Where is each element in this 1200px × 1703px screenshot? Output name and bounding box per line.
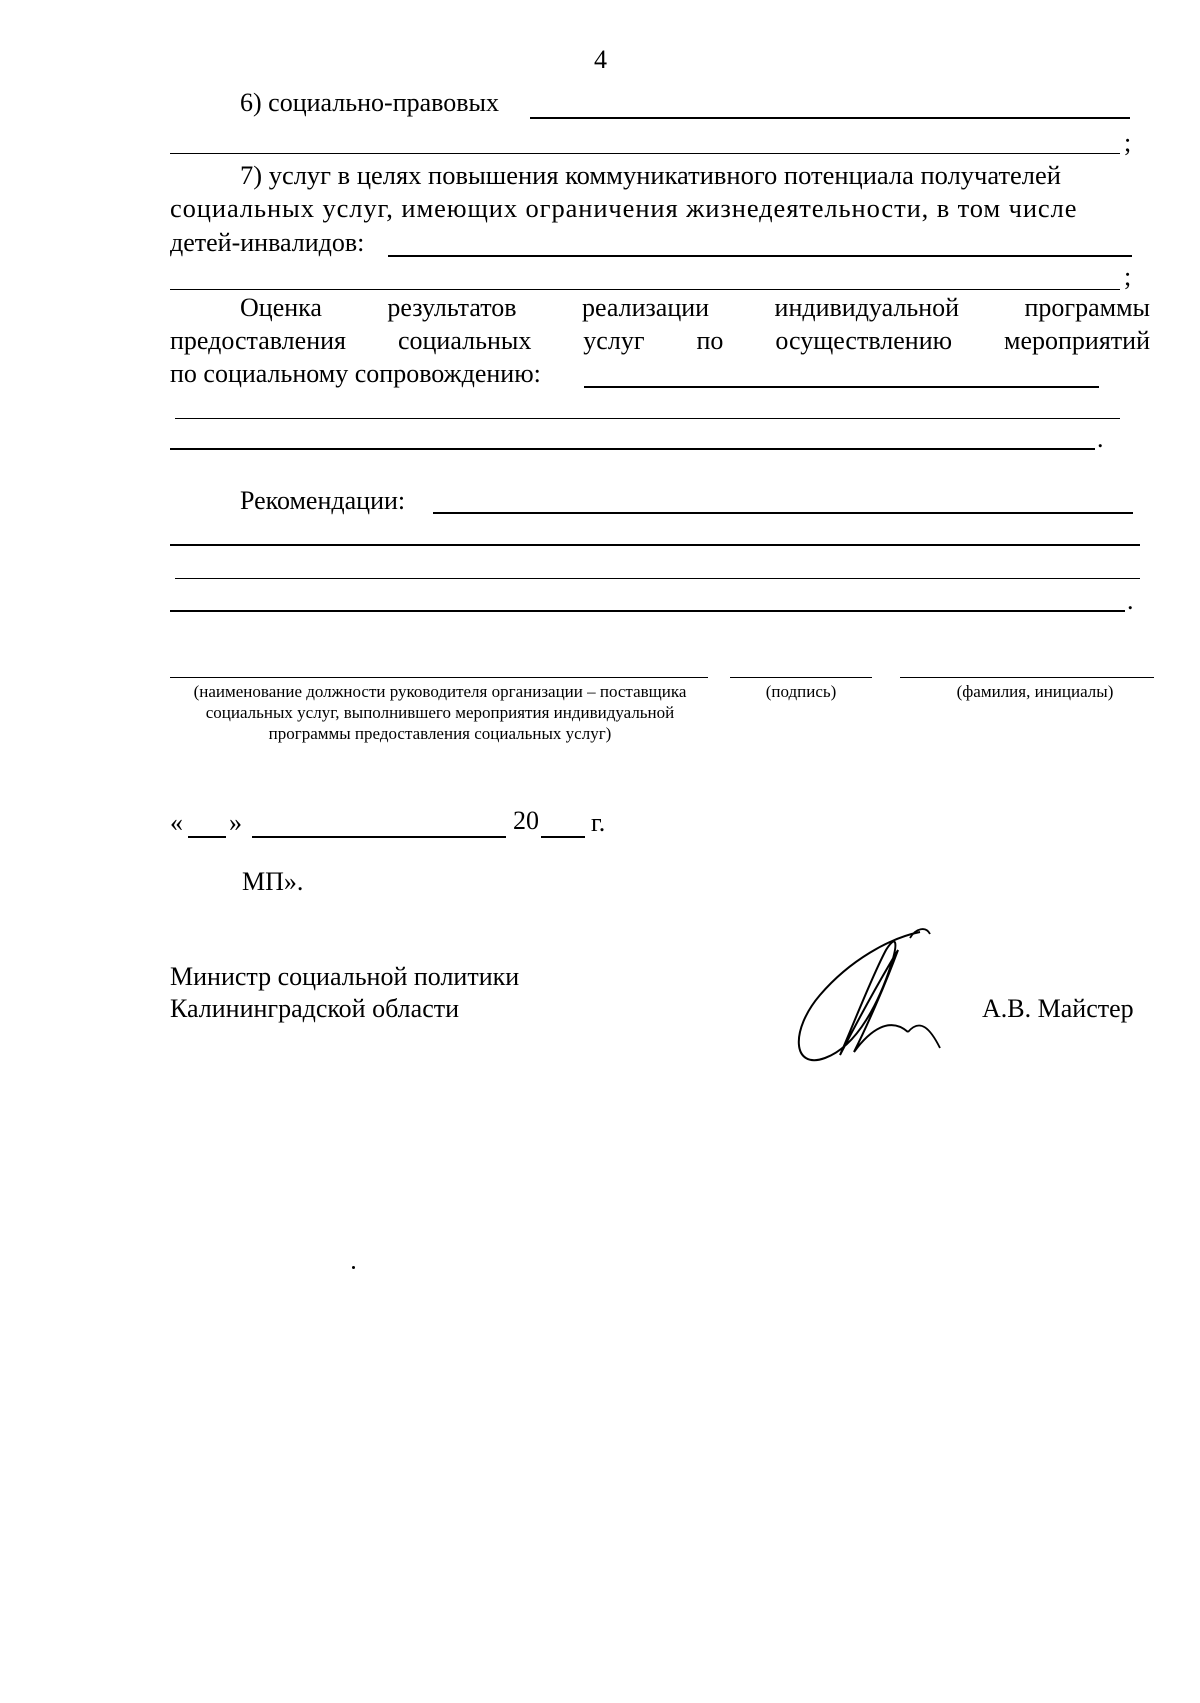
position-caption: (наименование должности руководителя организации – поставщика социальных услуг, выполнившего мероприятия индивидуальной программы предоставления социальных услуг) (193, 682, 687, 743)
page-number: 4 (594, 45, 607, 74)
date-day-line (188, 836, 226, 838)
minister-title-line2: Калининградской области (170, 994, 460, 1023)
position-line (170, 677, 708, 678)
signature-caption: (подпись) (765, 682, 837, 701)
recommendations-label: Рекомендации: (240, 486, 406, 515)
minister-title-line1: Министр социальной политики (170, 962, 520, 991)
stamp-label: МП». (242, 867, 304, 896)
date-year-line (541, 836, 585, 838)
assessment-end-mark: . (1097, 424, 1104, 453)
item7-fill-line-2 (170, 289, 1120, 290)
item7-fill-line (388, 255, 1132, 257)
stray-dot (352, 1266, 355, 1269)
item7-end-mark: ; (1124, 262, 1132, 291)
item6-fill-line-2 (170, 153, 1120, 154)
recommendations-end-mark: . (1127, 586, 1134, 615)
signatory-name: А.В. Майстер (982, 994, 1134, 1023)
item7-line2: социальных услуг, имеющих ограничения жизнедеятельности, в том числе (170, 193, 1078, 223)
assessment-line3: по социальному сопровождению: (170, 359, 541, 388)
assessment-line2: предоставления социальных услуг по осуществлению мероприятий (170, 326, 1150, 355)
name-line (900, 677, 1154, 678)
recommendations-fill-line-4 (170, 610, 1125, 612)
item6-fill-line (530, 117, 1130, 119)
recommendations-fill-line-2 (170, 544, 1140, 546)
recommendations-fill-line-3 (175, 578, 1140, 579)
date-open-quote: « (170, 808, 183, 837)
item6-label: 6) социально-правовых (240, 88, 499, 117)
assessment-fill-line-2 (175, 418, 1120, 419)
date-month-line (252, 836, 506, 838)
date-year-prefix: 20 (513, 806, 539, 835)
item6-end-mark: ; (1124, 128, 1132, 157)
recommendations-fill-line (433, 512, 1133, 514)
signature-line (730, 677, 872, 678)
handwritten-signature (780, 920, 950, 1070)
name-caption: (фамилия, инициалы) (956, 682, 1114, 701)
assessment-fill-line-3 (170, 448, 1095, 450)
date-year-suffix: г. (591, 808, 606, 837)
item7-line3: детей-инвалидов: (170, 228, 365, 257)
date-close-quote: » (229, 808, 242, 837)
assessment-line1: Оценка результатов реализации индивидуальной программы (240, 293, 1150, 322)
item7-line1: 7) услуг в целях повышения коммуникативного потенциала получателей (240, 160, 1061, 190)
assessment-fill-line (584, 386, 1099, 388)
